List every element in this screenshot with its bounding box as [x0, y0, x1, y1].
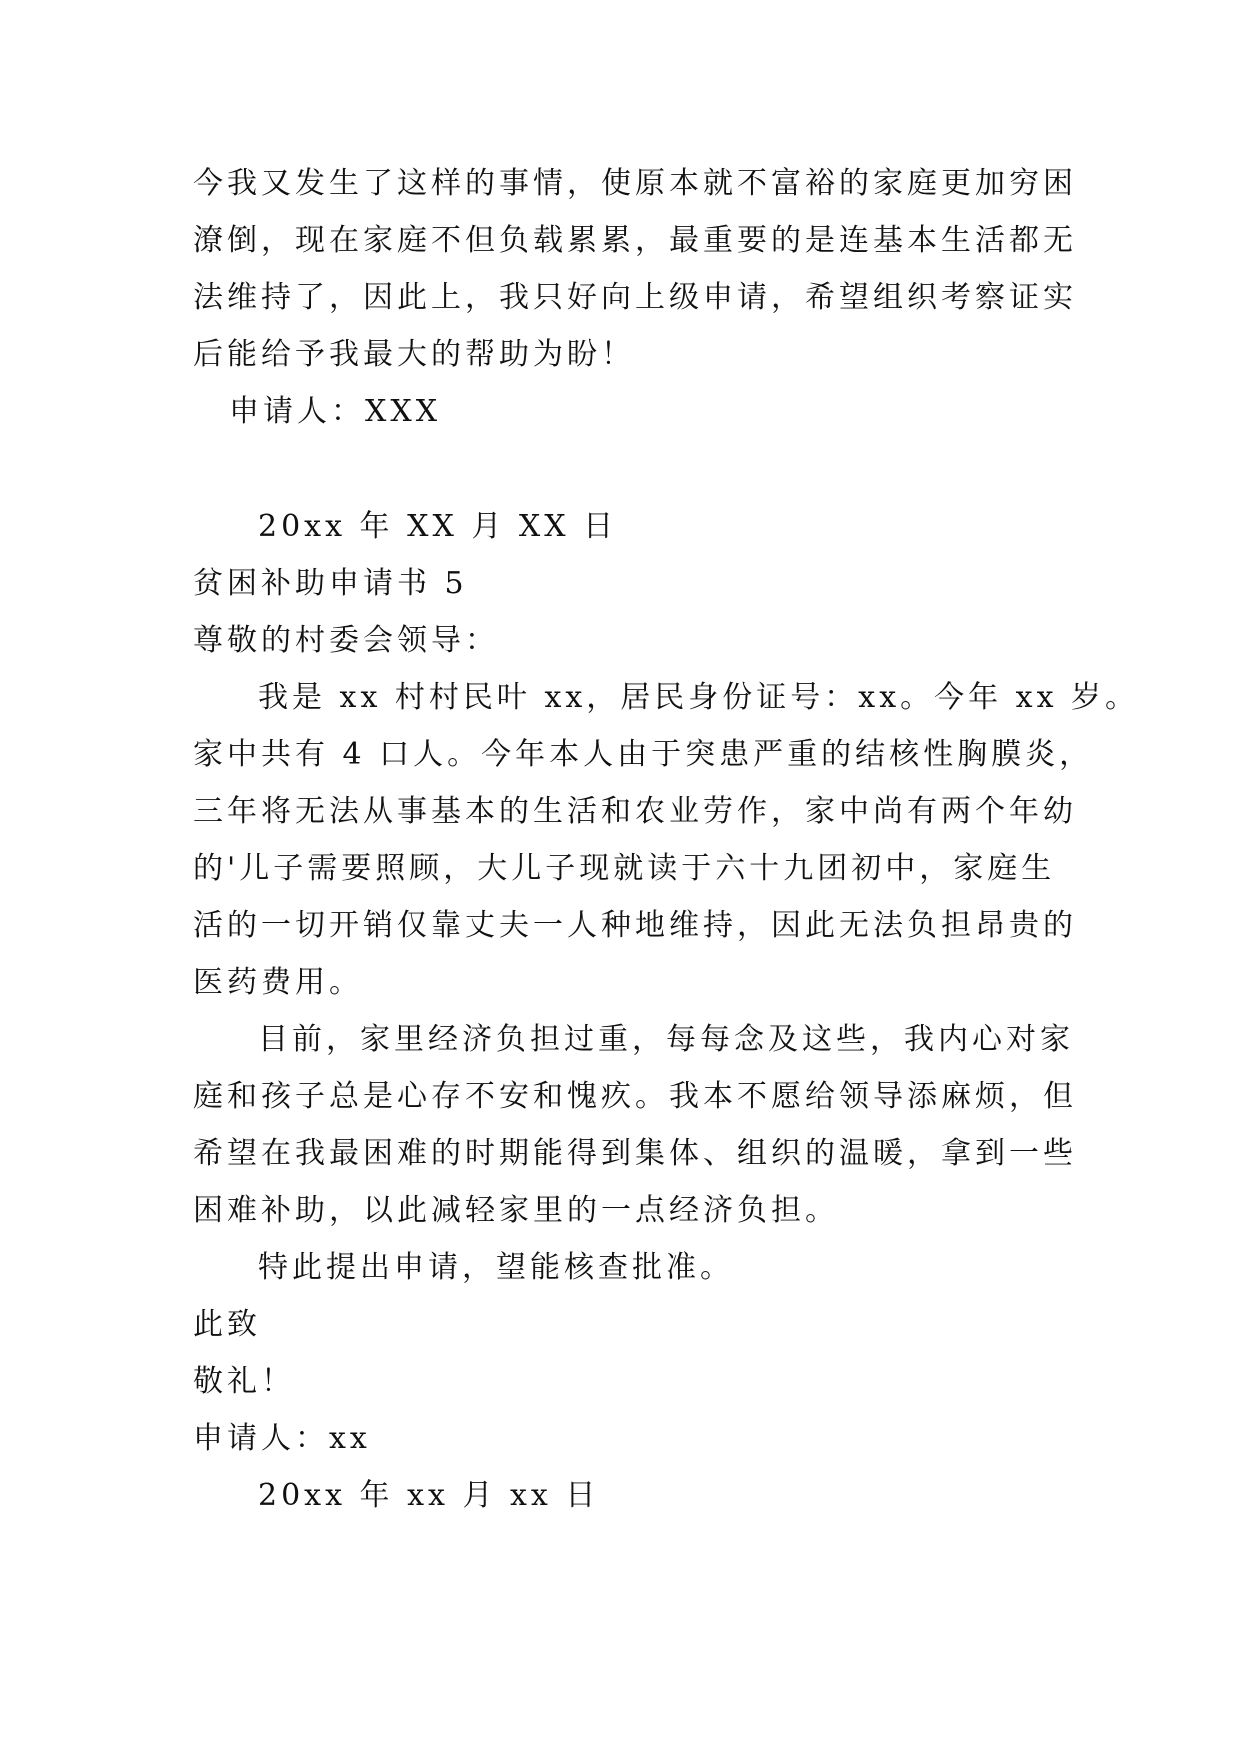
- body-line: 的'儿子需要照顾，大儿子现就读于六十九团初中，家庭生: [193, 851, 1056, 886]
- closing-line: 此致: [193, 1307, 261, 1342]
- body-line: 目前，家里经济负担过重，每每念及这些，我内心对家: [258, 1022, 1074, 1057]
- body-line: 今我又发生了这样的事情，使原本就不富裕的家庭更加穷困: [193, 166, 1077, 201]
- signature-date: 20xx 年 XX 月 XX 日: [258, 509, 618, 544]
- closing-line: 敬礼！: [193, 1364, 295, 1399]
- letter-title: 贫困补助申请书 5: [193, 566, 468, 601]
- body-line: 庭和孩子总是心存不安和愧疚。我本不愿给领导添麻烦，但: [193, 1079, 1077, 1114]
- body-line: 希望在我最困难的时期能得到集体、组织的温暖，拿到一些: [193, 1136, 1077, 1171]
- signature-date: 20xx 年 xx 月 xx 日: [258, 1478, 600, 1513]
- applicant-signature: 申请人：xx: [193, 1421, 371, 1456]
- body-line: 我是 xx 村村民叶 xx，居民身份证号：xx。今年 xx 岁。: [258, 680, 1140, 715]
- body-line: 医药费用。: [193, 965, 363, 1000]
- applicant-signature: 申请人：XXX: [229, 394, 442, 429]
- body-line: 三年将无法从事基本的生活和农业劳作，家中尚有两个年幼: [193, 794, 1077, 829]
- body-line: 活的一切开销仅靠丈夫一人种地维持，因此无法负担昂贵的: [193, 908, 1077, 943]
- body-line: 后能给予我最大的帮助为盼！: [193, 337, 635, 372]
- body-line: 困难补助，以此减轻家里的一点经济负担。: [193, 1193, 839, 1228]
- salutation: 尊敬的村委会领导：: [193, 623, 499, 658]
- body-line: 家中共有 4 口人。今年本人由于突患严重的结核性胸膜炎，: [193, 737, 1094, 772]
- body-line: 法维持了，因此上，我只好向上级申请，希望组织考察证实: [193, 280, 1077, 315]
- body-line: 潦倒，现在家庭不但负载累累，最重要的是连基本生活都无: [193, 223, 1077, 258]
- request-sentence: 特此提出申请，望能核查批准。: [258, 1250, 734, 1285]
